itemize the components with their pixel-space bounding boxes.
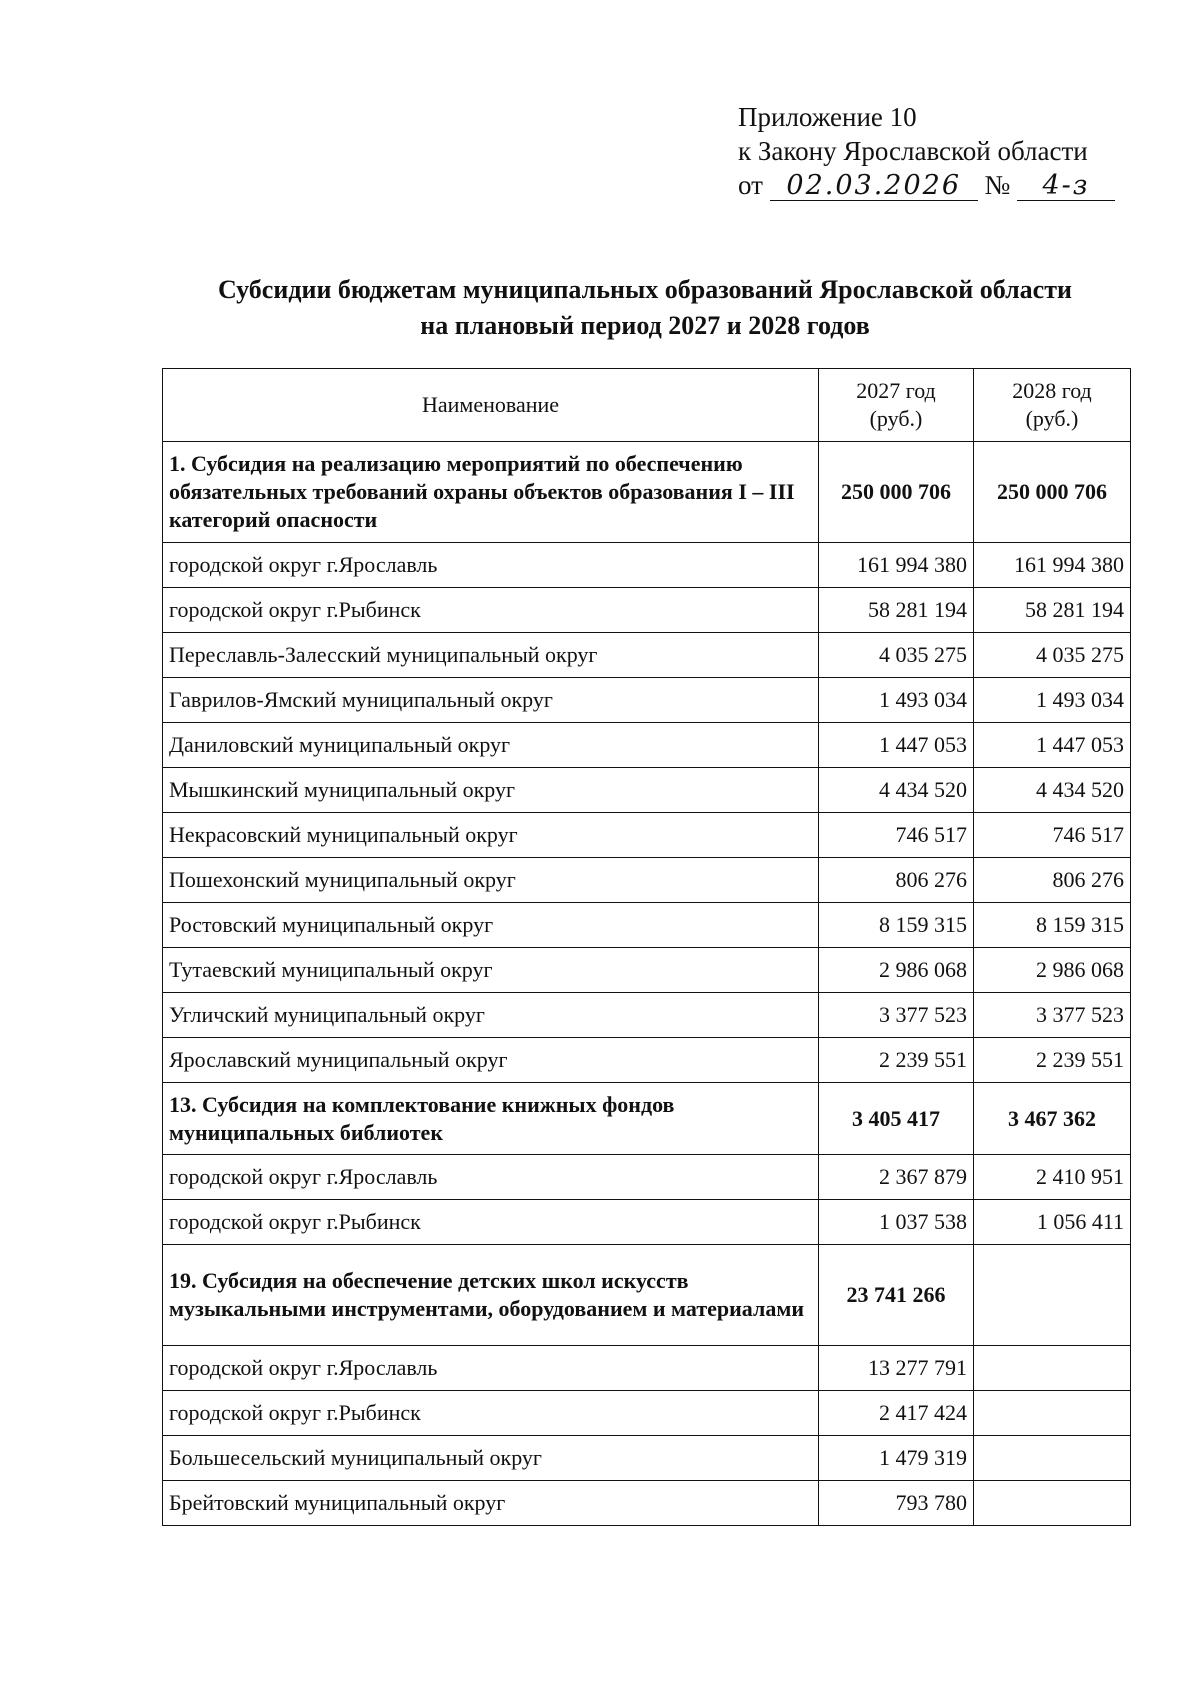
appendix-block [738,100,1115,202]
row-name: городской округ г.Рыбинск [163,588,819,633]
row-2027: 1 479 319 [819,1436,974,1481]
section-title: 1. Субсидия на реализацию мероприятий по обеспечению обязательных требований охраны объектов образования I – III категорий опасности [163,442,819,543]
table-row [163,1481,1131,1526]
section-total-2028: 3 467 362 [974,1083,1131,1155]
table-row [163,1200,1131,1245]
row-2028: 4 035 275 [974,633,1131,678]
handwritten-number: 4-з [1017,172,1115,201]
row-2028 [974,1436,1131,1481]
row-2028: 2 239 551 [974,1038,1131,1083]
section-total-2027: 250 000 706 [819,442,974,543]
row-2028 [974,1481,1131,1526]
row-2027: 806 276 [819,858,974,903]
table-row [163,813,1131,858]
from-label: от [738,170,763,200]
header-name: Наименование [163,369,819,442]
section-total-2027: 3 405 417 [819,1083,974,1155]
section-row-13 [163,1083,1131,1155]
row-name: Угличский муниципальный округ [163,993,819,1038]
table-header-row [163,369,1131,442]
table-row [163,858,1131,903]
section-row-1 [163,442,1131,543]
row-2027: 1 037 538 [819,1200,974,1245]
row-2028 [974,1346,1131,1391]
section-title: 13. Субсидия на комплектование книжных фондов муниципальных библиотек [163,1083,819,1155]
row-name: городской округ г.Рыбинск [163,1391,819,1436]
section-total-2028: 250 000 706 [974,442,1131,543]
table-row [163,1038,1131,1083]
row-name: городской округ г.Ярославль [163,543,819,588]
row-2028: 1 056 411 [974,1200,1131,1245]
row-2027: 161 994 380 [819,543,974,588]
row-name: Даниловский муниципальный округ [163,723,819,768]
row-2027: 793 780 [819,1481,974,1526]
row-name: Ростовский муниципальный округ [163,903,819,948]
row-name: Мышкинский муниципальный округ [163,768,819,813]
row-2027: 8 159 315 [819,903,974,948]
row-2027: 2 239 551 [819,1038,974,1083]
row-name: городской округ г.Ярославль [163,1346,819,1391]
handwritten-date: 02.03.2026 [770,172,978,201]
row-2027: 2 417 424 [819,1391,974,1436]
header-2028-unit: (руб.) [1025,406,1079,431]
row-2028: 746 517 [974,813,1131,858]
row-2028: 8 159 315 [974,903,1131,948]
row-name: Некрасовский муниципальный округ [163,813,819,858]
document-title-line1: Субсидии бюджетам муниципальных образований Ярославской области [218,275,1072,304]
row-2028: 1 447 053 [974,723,1131,768]
row-2028: 1 493 034 [974,678,1131,723]
section-total-2027: 23 741 266 [819,1245,974,1346]
document-title-line2: на плановый период 2027 и 2028 годов [420,311,870,340]
table-row [163,1391,1131,1436]
appendix-law-reference: к Закону Ярославской области [738,136,1088,166]
row-2027: 3 377 523 [819,993,974,1038]
row-2027: 4 434 520 [819,768,974,813]
table-row [163,1436,1131,1481]
row-name: Тутаевский муниципальный округ [163,948,819,993]
subsidies-table [162,368,1131,1526]
header-2028-year: 2028 год [1012,378,1092,403]
row-2028: 2 986 068 [974,948,1131,993]
table-row [163,1155,1131,1200]
row-name: Большесельский муниципальный округ [163,1436,819,1481]
table-row [163,633,1131,678]
section-title: 19. Субсидия на обеспечение детских школ искусств музыкальными инструментами, оборудованием и материалами [163,1245,819,1346]
row-2028 [974,1391,1131,1436]
appendix-date-number-line [738,168,1115,202]
table-row [163,993,1131,1038]
number-label: № [984,170,1011,200]
document-title [150,272,1140,344]
row-2028: 4 434 520 [974,768,1131,813]
table-row [163,723,1131,768]
table-row [163,903,1131,948]
row-2027: 2 986 068 [819,948,974,993]
table-row [163,948,1131,993]
appendix-title: Приложение 10 [738,102,917,132]
table-row [163,1346,1131,1391]
row-2028: 161 994 380 [974,543,1131,588]
row-name: Переславль-Залесский муниципальный округ [163,633,819,678]
table-row [163,768,1131,813]
row-2028: 3 377 523 [974,993,1131,1038]
table-row [163,588,1131,633]
table-row [163,678,1131,723]
header-2027 [819,369,974,442]
row-2027: 4 035 275 [819,633,974,678]
row-2027: 58 281 194 [819,588,974,633]
row-2027: 746 517 [819,813,974,858]
table-body [163,442,1131,1526]
row-2028: 2 410 951 [974,1155,1131,1200]
section-row-19 [163,1245,1131,1346]
row-2027: 1 493 034 [819,678,974,723]
row-2028: 806 276 [974,858,1131,903]
row-name: Гаврилов-Ямский муниципальный округ [163,678,819,723]
table-row [163,543,1131,588]
header-2027-unit: (руб.) [869,406,923,431]
row-2027: 2 367 879 [819,1155,974,1200]
row-2027: 13 277 791 [819,1346,974,1391]
header-2027-year: 2027 год [856,378,936,403]
header-2028 [974,369,1131,442]
row-name: городской округ г.Ярославль [163,1155,819,1200]
row-name: городской округ г.Рыбинск [163,1200,819,1245]
row-2028: 58 281 194 [974,588,1131,633]
row-2027: 1 447 053 [819,723,974,768]
row-name: Ярославский муниципальный округ [163,1038,819,1083]
row-name: Пошехонский муниципальный округ [163,858,819,903]
row-name: Брейтовский муниципальный округ [163,1481,819,1526]
section-total-2028 [974,1245,1131,1346]
